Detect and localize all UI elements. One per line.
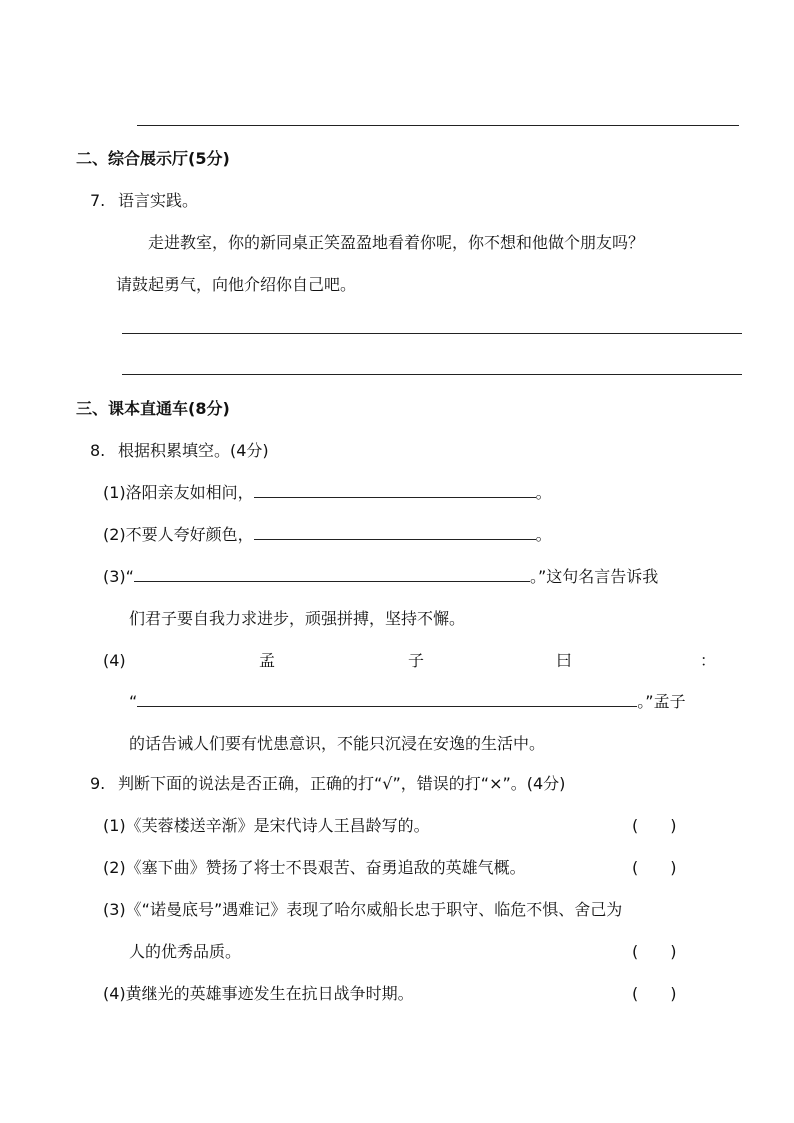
answer-line-top[interactable]: [137, 125, 739, 126]
q9-item-1: (1)《芙蓉楼送辛渐》是宋代诗人王昌龄写的。: [103, 816, 430, 835]
q8-item-2: [103, 523, 552, 547]
q8-item-4-end: 。”孟子: [637, 692, 686, 711]
section-2-title: 二、综合展示厅(5分): [76, 149, 230, 168]
q8-item-4-line2: [129, 690, 686, 714]
q7-answer-line-2[interactable]: [122, 374, 742, 375]
q8-item-3-end: 。”这句名言告诉我: [529, 567, 659, 586]
q8-item-3-continued: 们君子要自我力求进步，顽强拼搏，坚持不懈。: [129, 609, 466, 628]
q9-item-3-answer-box[interactable]: ( ): [632, 942, 677, 961]
q7-title: 语言实践。: [118, 191, 199, 210]
q7-number: 7.: [90, 191, 106, 210]
q8-item-4-word-2: 子: [408, 651, 425, 670]
q8-title: 根据积累填空。(4分): [118, 441, 269, 460]
q8-item-4-number: (4): [103, 651, 126, 670]
q8-item-4-word-3: 曰: [556, 651, 573, 670]
q9-item-4: (4)黄继光的英雄事迹发生在抗日战争时期。: [103, 984, 414, 1003]
q8-item-4-word-1: 孟: [259, 651, 276, 670]
q8-item-1-text: (1)洛阳亲友如相问，: [103, 483, 254, 502]
q9-item-4-answer-box[interactable]: ( ): [632, 984, 677, 1003]
q9-item-2: (2)《塞下曲》赞扬了将士不畏艰苦、奋勇追敌的英雄气概。: [103, 858, 526, 877]
q8-item-2-text: (2)不要人夸好颜色，: [103, 525, 254, 544]
q8-item-3-blank[interactable]: [134, 565, 530, 582]
q8-item-3: [103, 565, 658, 589]
q8-item-1: [103, 481, 552, 505]
q9-title: 判断下面的说法是否正确，正确的打“√”，错误的打“×”。(4分): [118, 774, 566, 793]
q8-item-1-blank[interactable]: [254, 481, 536, 498]
section-3-title: 三、课本直通车(8分): [76, 399, 230, 418]
q8-item-4-continued: 的话告诫人们要有忧患意识，不能只沉浸在安逸的生活中。: [129, 734, 546, 753]
q9-number: 9.: [90, 774, 106, 793]
q9-item-3-continued: 人的优秀品质。: [129, 942, 242, 961]
q9-item-1-answer-box[interactable]: ( ): [632, 816, 677, 835]
q9-item-3: (3)《“诺曼底号”遇难记》表现了哈尔威船长忠于职守、临危不惧、舍己为: [103, 900, 623, 919]
q8-item-4-open: “: [129, 692, 138, 711]
q8-number: 8.: [90, 441, 106, 460]
q7-text-line2: 请鼓起勇气，向他介绍你自己吧。: [116, 275, 357, 294]
q9-item-2-answer-box[interactable]: ( ): [632, 858, 677, 877]
q7-text-line1: 走进教室，你的新同桌正笑盈盈地看着你呢，你不想和他做个朋友吗？: [148, 233, 645, 252]
q8-item-1-end: 。: [535, 483, 552, 502]
q8-item-4-colon: ：: [700, 651, 717, 670]
q8-item-3-open: (3)“: [103, 567, 134, 586]
q8-item-2-blank[interactable]: [254, 523, 536, 540]
q8-item-2-end: 。: [535, 525, 552, 544]
q7-answer-line-1[interactable]: [122, 333, 742, 334]
q8-item-4-blank[interactable]: [137, 690, 637, 707]
